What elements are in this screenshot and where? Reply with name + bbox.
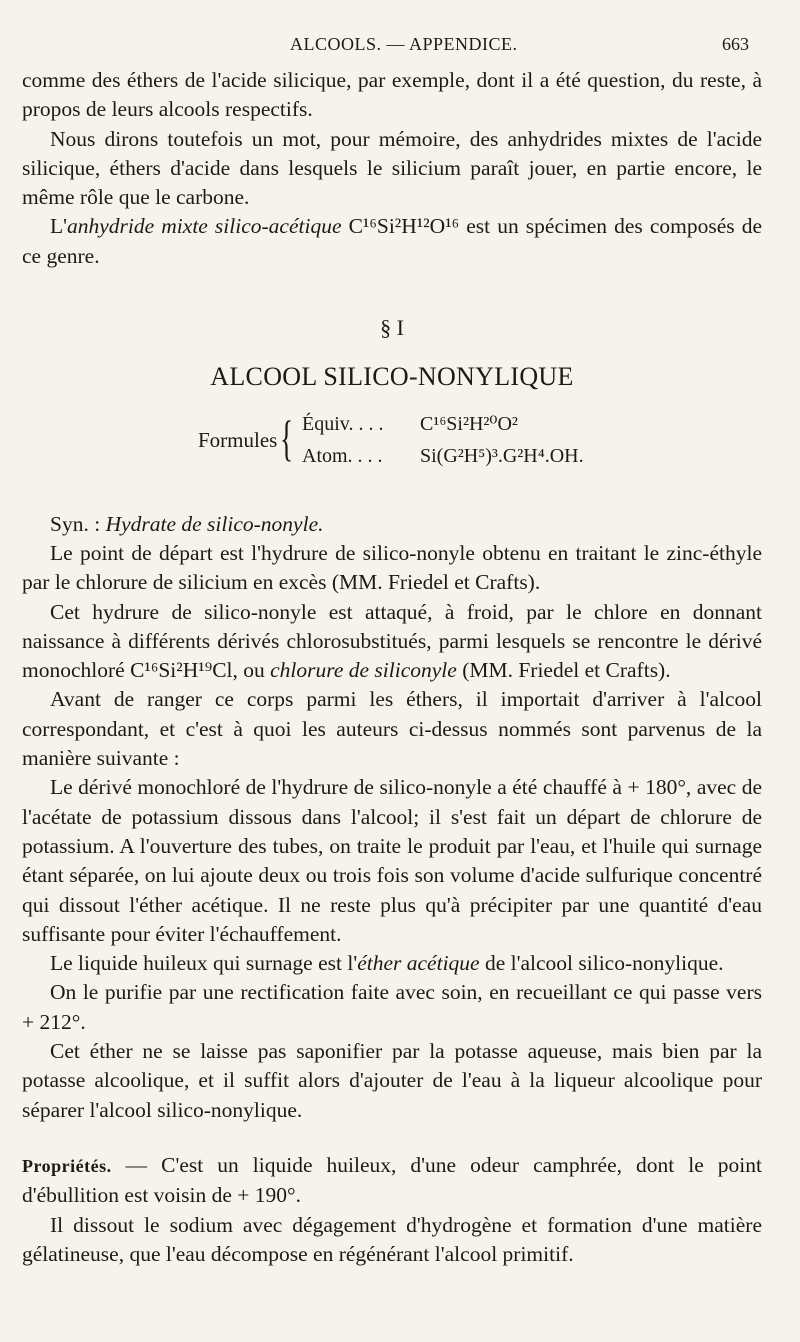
formula-row bbox=[302, 410, 518, 439]
formula-label: Équiv. . . . bbox=[302, 412, 384, 435]
text-fragment: Le liquide huileux qui surnage est l' bbox=[50, 951, 358, 976]
synonym-prefix: Syn. : bbox=[50, 511, 106, 536]
paragraph: Le dérivé monochloré de l'hydrure de silico-nonyle a été chauffé à + 180°, avec de l'acétate de potassium dissous dans l'alcool; il s'est fait un départ de chlorure de potassium. A l'ouverture des tubes, on traite le produit par l'eau, et l'huile qui surnage étant séparée, on lui ajoute deux ou trois fois son volume d'acide sulfurique concentré qui dissout l'éther acétique. Il ne reste plus qu'à précipiter par une quantité d'eau suffisante pour éviter l'échauffement. bbox=[22, 775, 762, 946]
synonym-line bbox=[22, 510, 762, 539]
paragraph: Avant de ranger ce corps parmi les éthers, il importait d'arriver à l'alcool correspondant, et c'est à quoi les auteurs ci-dessus nommés sont parvenus de la manière suivante : bbox=[22, 687, 762, 771]
section-title: ALCOOL SILICO-NONYLIQUE bbox=[210, 362, 574, 392]
italic-term: anhydride mixte silico-acétique bbox=[67, 214, 342, 239]
text-fragment: L' bbox=[50, 214, 68, 239]
formula-value: Si(G²H⁵)³.G²H⁴.OH. bbox=[420, 444, 584, 467]
properties-label: Propriétés. bbox=[22, 1155, 112, 1176]
text-fragment: est un spécimen des composés de ce genre. bbox=[22, 214, 762, 268]
brace-icon: { bbox=[280, 409, 294, 466]
paragraph bbox=[22, 598, 762, 686]
italic-term: éther acétique bbox=[357, 951, 480, 976]
paragraph: comme des éthers de l'acide silicique, par exemple, dont il a été question, du reste, à propos de leurs alcools respectifs. bbox=[22, 68, 762, 122]
formulas-label: Formules bbox=[198, 427, 278, 452]
text-fragment: (MM. Friedel et Crafts). bbox=[456, 658, 671, 683]
paragraph bbox=[22, 212, 762, 271]
paragraph: Il dissout le sodium avec dégagement d'hydrogène et formation d'une matière gélatineuse, que l'eau décompose en régénérant l'alcool primitif. bbox=[22, 1212, 762, 1266]
formulas-block bbox=[22, 410, 762, 478]
formula-row bbox=[302, 442, 584, 471]
paragraph: On le purifie par une rectification faite avec soin, en recueillant ce qui passe vers + 212°. bbox=[22, 980, 762, 1034]
italic-term: chlorure de siliconyle bbox=[270, 658, 457, 683]
text-fragment: de l'alcool silico-nonylique. bbox=[479, 951, 724, 976]
paragraph bbox=[22, 949, 762, 978]
chemical-formula: C¹⁶Si²H¹²O¹⁶ bbox=[341, 214, 460, 239]
running-head bbox=[22, 34, 762, 58]
text-fragment: Cet hydrure de silico-nonyle est attaqué, à froid, par le chlore en donnant naissance à différents dérivés chlorosubstitués, parmi lesquels se rencontre le dérivé monochloré C¹⁶Si²H¹⁹Cl, ou bbox=[22, 599, 762, 683]
paragraph: Le point de départ est l'hydrure de silico-nonyle obtenu en traitant le zinc-éthyle par le chlorure de silicium en excès (MM. Friedel et Crafts). bbox=[22, 540, 762, 595]
body-text bbox=[22, 66, 762, 1269]
formula-label: Atom. . . . bbox=[302, 444, 383, 467]
paragraph: Nous dirons toutefois un mot, pour mémoire, des anhydrides mixtes de l'acide silicique, éthers d'acide dans lesquels le silicium paraît jouer, en partie encore, le même rôle que le carbone. bbox=[22, 126, 762, 210]
section-mark: § I bbox=[380, 315, 404, 341]
properties-text: — C'est un liquide huileux, d'une odeur camphrée, dont le point d'ébullition est voisin de + 190°. bbox=[22, 1152, 762, 1208]
properties-paragraph bbox=[22, 1151, 762, 1211]
paragraph: Cet éther ne se laisse pas saponifier par la potasse aqueuse, mais bien par la potasse alcoolique, et il suffit alors d'ajouter de l'eau à la liqueur alcoolique pour séparer l'alcool silico-nonylique. bbox=[22, 1039, 762, 1122]
synonym-name: Hydrate de silico-nonyle. bbox=[105, 511, 324, 536]
formula-value: C¹⁶Si²H²⁰O² bbox=[420, 412, 518, 435]
running-title: ALCOOLS. — APPENDICE. bbox=[290, 34, 518, 54]
page-number: 663 bbox=[722, 34, 749, 54]
book-page bbox=[22, 0, 762, 1342]
